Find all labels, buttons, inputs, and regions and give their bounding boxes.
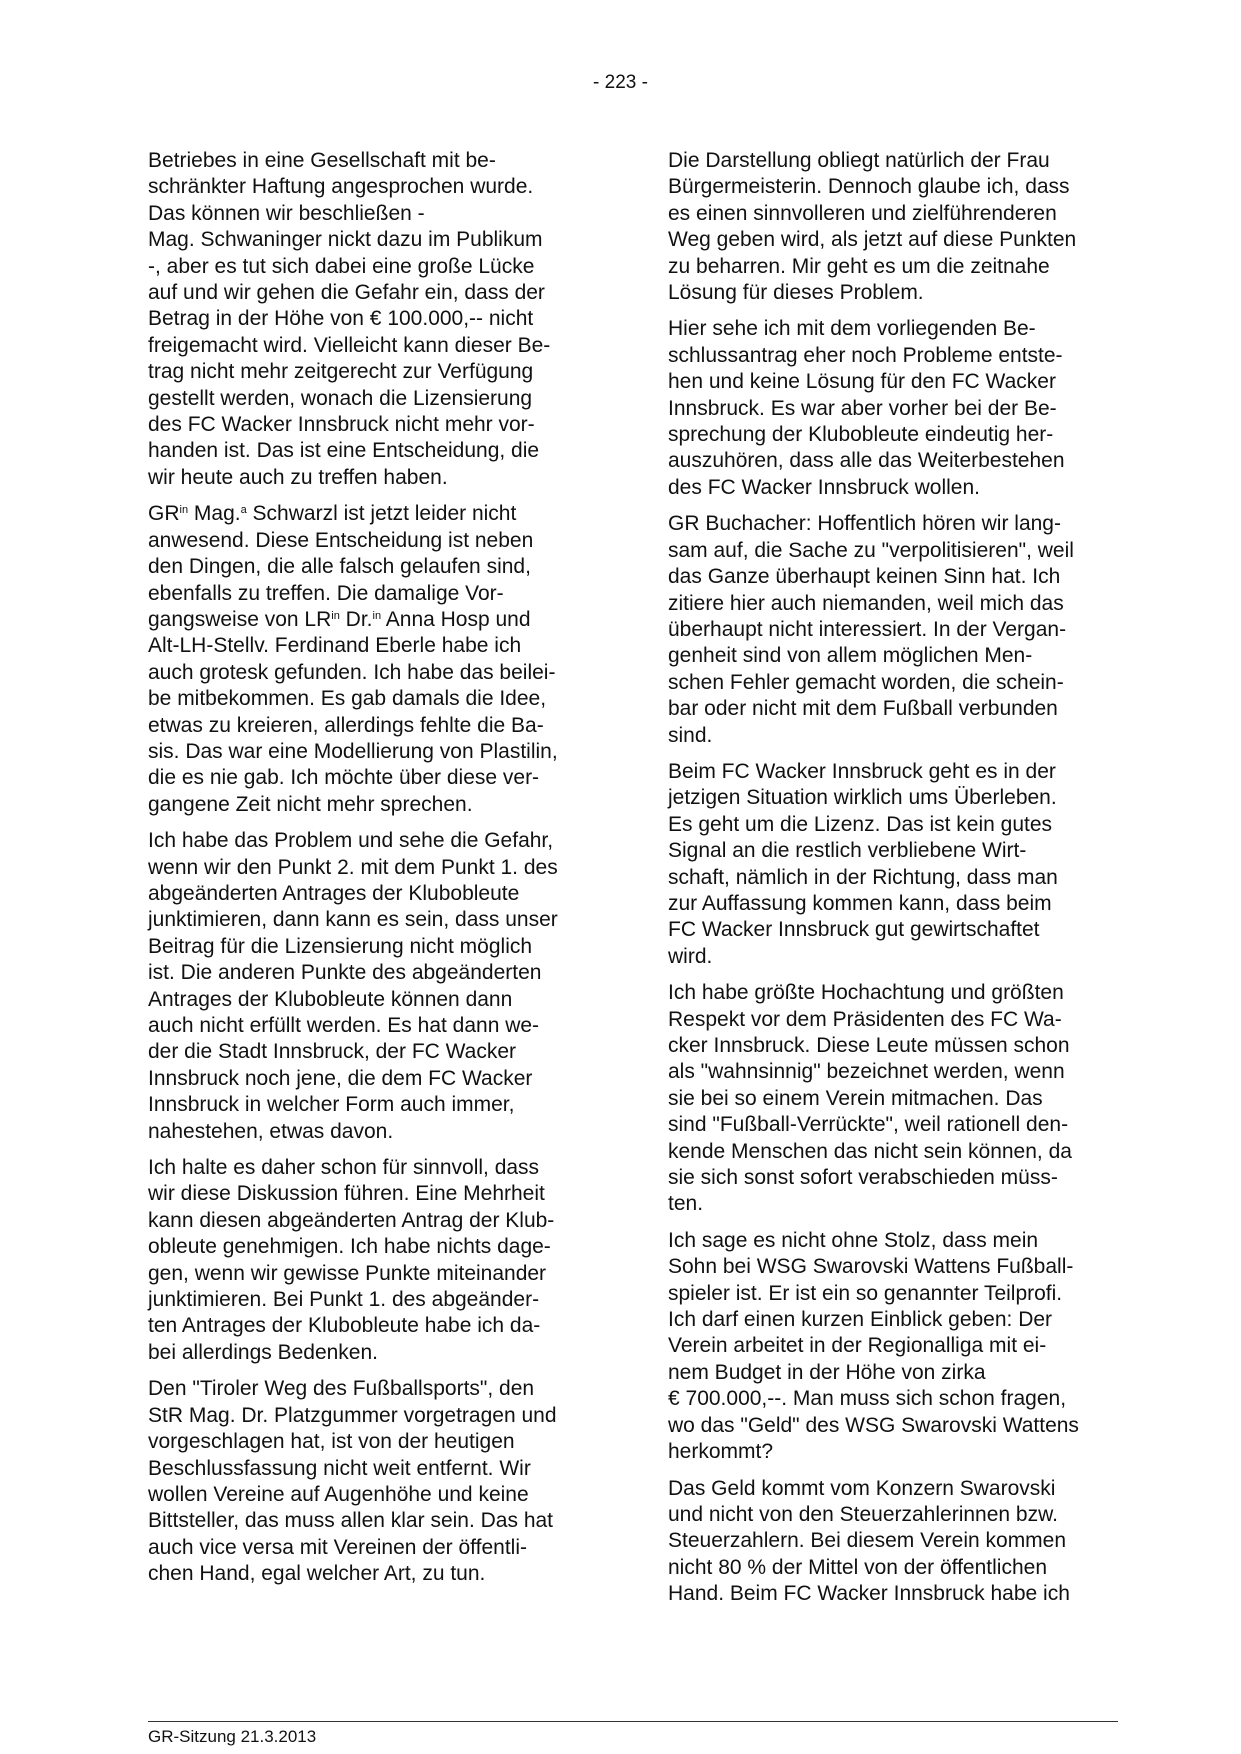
footer-session-date: GR-Sitzung 21.3.2013: [148, 1727, 317, 1746]
text-line: Weg geben wird, als jetzt auf diese Punkten: [668, 228, 1077, 252]
text-line: vorgeschlagen hat, ist von der heutigen: [148, 1430, 515, 1454]
text-line: und nicht von den Steuerzahlerinnen bzw.: [668, 1502, 1058, 1526]
text-line: wenn wir den Punkt 2. mit dem Punkt 1. des: [148, 855, 558, 879]
text-line: nicht 80 % der Mittel von der öffentlichen: [668, 1555, 1047, 1579]
text-line: gestellt werden, wonach die Lizensierung: [148, 386, 533, 410]
text-line: auch grotesk gefunden. Ich habe das beilei-: [148, 660, 556, 684]
text-run: GR: [148, 502, 180, 526]
text-line: sind "Fußball-Verrückte", weil rationell den-: [668, 1113, 1069, 1137]
text-line: Ich darf einen kurzen Einblick geben: Der: [668, 1308, 1053, 1332]
text-line: Ich habe größte Hochachtung und größten: [668, 981, 1064, 1005]
paragraph: [148, 828, 594, 1145]
paragraph: [148, 1376, 594, 1587]
paragraph: [668, 316, 1114, 501]
text-line: als "wahnsinnig" bezeichnet werden, wenn: [668, 1060, 1065, 1084]
text-line: Alt-LH-Stellv. Ferdinand Eberle habe ich: [148, 634, 522, 658]
text-line: sprechung der Klubobleute eindeutig her-: [668, 423, 1054, 447]
text-line: ten Antrages der Klubobleute habe ich da-: [148, 1314, 541, 1338]
text-line: bei allerdings Bedenken.: [148, 1340, 378, 1364]
text-line: des FC Wacker Innsbruck wollen.: [668, 475, 980, 499]
text-line: schen Fehler gemacht worden, die schein-: [668, 670, 1064, 694]
text-line: etwas zu kreieren, allerdings fehlte die Ba-: [148, 713, 544, 737]
text-line: der die Stadt Innsbruck, der FC Wacker: [148, 1040, 517, 1064]
text-line: sie bei so einem Verein mitmachen. Das: [668, 1086, 1043, 1110]
superscript: in: [179, 504, 189, 517]
paragraph: [668, 759, 1114, 970]
paragraph: [668, 980, 1114, 1218]
text-line: Mag. Schwaninger nickt dazu im Publikum: [148, 228, 543, 252]
paragraph: [668, 1476, 1114, 1608]
text-line: kann diesen abgeänderten Antrag der Klub-: [148, 1208, 555, 1232]
text-line: GR Buchacher: Hoffentlich hören wir lang-: [668, 512, 1061, 536]
text-line: zu beharren. Mir geht es um die zeitnahe: [668, 254, 1050, 278]
text-line: wollen Vereine auf Augenhöhe und keine: [148, 1482, 529, 1506]
text-line: Betriebes in eine Gesellschaft mit be-: [148, 149, 496, 172]
text-line: Ich sage es nicht ohne Stolz, dass mein: [668, 1228, 1039, 1252]
right-column: [668, 148, 1114, 1618]
text-line: Innsbruck in welcher Form auch immer,: [148, 1093, 515, 1117]
text-line: genheit sind von allem möglichen Men-: [668, 644, 1033, 668]
left-column: [148, 148, 594, 1598]
text-line: anwesend. Diese Entscheidung ist neben: [148, 528, 534, 552]
text-line: gangene Zeit nicht mehr sprechen.: [148, 792, 473, 816]
text-line: wo das "Geld" des WSG Swarovski Wattens: [668, 1413, 1079, 1437]
text-line: ist. Die anderen Punkte des abgeänderten: [148, 961, 542, 985]
text-line: ebenfalls zu treffen. Die damalige Vor-: [148, 581, 504, 605]
text-line: bar oder nicht mit dem Fußball verbunden: [668, 697, 1058, 721]
page-number: - 223 -: [593, 72, 648, 93]
paragraph: [668, 148, 1114, 306]
text-line: StR Mag. Dr. Platzgummer vorgetragen und: [148, 1403, 557, 1427]
text-line: Beschlussfassung nicht weit entfernt. Wir: [148, 1456, 531, 1480]
text-line: Bittsteller, das muss allen klar sein. Das hat: [148, 1509, 554, 1533]
text-line: kende Menschen das nicht sein können, da: [668, 1139, 1072, 1163]
text-line: cker Innsbruck. Diese Leute müssen schon: [668, 1034, 1070, 1057]
text-line: abgeänderten Antrages der Klubobleute: [148, 881, 520, 905]
text-run: Dr.: [339, 607, 373, 631]
text-line: Verein arbeitet in der Regionalliga mit ei-: [668, 1334, 1047, 1358]
text-run: Schwarzl ist jetzt leider nicht: [246, 502, 517, 526]
text-line-with-superscript: [148, 501, 594, 527]
text-line: obleute genehmigen. Ich habe nichts dage-: [148, 1235, 551, 1259]
text-line: des FC Wacker Innsbruck nicht mehr vor-: [148, 413, 535, 437]
text-line: Hand. Beim FC Wacker Innsbruck habe ich: [668, 1582, 1070, 1606]
text-line: auszuhören, dass alle das Weiterbestehen: [668, 449, 1065, 473]
text-line: freigemacht wird. Vielleicht kann dieser Be-: [148, 333, 551, 357]
text-line: ten.: [668, 1192, 704, 1216]
text-line: überhaupt nicht interessiert. In der Vergan-: [668, 617, 1067, 641]
text-line: nem Budget in der Höhe von zirka: [668, 1360, 986, 1384]
superscript: a: [240, 504, 247, 517]
text-line: be mitbekommen. Es gab damals die Idee,: [148, 687, 547, 711]
text-line: sind.: [668, 723, 713, 747]
text-line: jetzigen Situation wirklich ums Überleben.: [668, 786, 1057, 810]
paragraph: [668, 1228, 1114, 1466]
text-line: gen, wenn wir gewisse Punkte miteinander: [148, 1261, 547, 1285]
paragraph: [148, 148, 594, 491]
superscript: in: [372, 609, 382, 622]
text-line-with-superscript: [148, 607, 594, 633]
text-line: zitiere hier auch niemanden, weil mich das: [668, 591, 1064, 615]
text-line: wird.: [668, 944, 713, 968]
text-line: Ich habe das Problem und sehe die Gefahr,: [148, 829, 554, 853]
text-line: Innsbruck. Es war aber vorher bei der Be-: [668, 396, 1057, 420]
text-line: auf und wir gehen die Gefahr ein, dass der: [148, 281, 545, 305]
text-line: die es nie gab. Ich möchte über diese ver-: [148, 766, 540, 790]
text-line: sis. Das war eine Modellierung von Plastilin,: [148, 739, 558, 763]
text-line: schränkter Haftung angesprochen wurde.: [148, 175, 534, 199]
text-line: Es geht um die Lizenz. Das ist kein gutes: [668, 812, 1053, 836]
text-line: sam auf, die Sache zu "verpolitisieren", weil: [668, 538, 1074, 562]
text-line: Das Geld kommt vom Konzern Swarovski: [668, 1476, 1056, 1500]
text-run: Anna Hosp und: [381, 607, 531, 631]
text-line: € 700.000,--. Man muss sich schon fragen,: [668, 1387, 1067, 1411]
text-line: zur Auffassung kommen kann, dass beim: [668, 891, 1052, 915]
text-line: junktimieren, dann kann es sein, dass unser: [148, 908, 558, 932]
text-line: Den "Tiroler Weg des Fußballsports", den: [148, 1377, 535, 1401]
text-line: Ich halte es daher schon für sinnvoll, dass: [148, 1156, 540, 1180]
paragraph: [148, 501, 594, 818]
paragraph: [148, 1155, 594, 1366]
text-line: wir heute auch zu treffen haben.: [148, 465, 448, 489]
text-line: Bürgermeisterin. Dennoch glaube ich, dass: [668, 175, 1070, 199]
text-line: Antrages der Klubobleute können dann: [148, 987, 513, 1011]
text-line: trag nicht mehr zeitgerecht zur Verfügung: [148, 360, 534, 384]
footer-divider: [148, 1721, 1118, 1722]
text-line: Betrag in der Höhe von € 100.000,-- nicht: [148, 307, 534, 331]
text-line: Sohn bei WSG Swarovski Wattens Fußball-: [668, 1255, 1074, 1279]
text-line: handen ist. Das ist eine Entscheidung, die: [148, 439, 540, 463]
text-line: hen und keine Lösung für den FC Wacker: [668, 370, 1056, 394]
text-line: Hier sehe ich mit dem vorliegenden Be-: [668, 317, 1036, 341]
text-line: es einen sinnvolleren und zielführenderen: [668, 201, 1057, 225]
text-line: -, aber es tut sich dabei eine große Lücke: [148, 254, 535, 278]
text-run: Mag.: [188, 502, 241, 526]
text-line: wir diese Diskussion führen. Eine Mehrheit: [148, 1182, 545, 1206]
text-line: Lösung für dieses Problem.: [668, 281, 924, 305]
text-line: nahestehen, etwas davon.: [148, 1119, 394, 1143]
text-line: Die Darstellung obliegt natürlich der Frau: [668, 149, 1050, 172]
text-line: Das können wir beschließen -: [148, 201, 425, 225]
text-line: Beim FC Wacker Innsbruck geht es in der: [668, 759, 1056, 783]
paragraph: [668, 511, 1114, 749]
text-line: Steuerzahlern. Bei diesem Verein kommen: [668, 1529, 1067, 1553]
text-line: spieler ist. Er ist ein so genannter Teilprofi.: [668, 1281, 1063, 1305]
text-line: sie sich sonst sofort verabschieden müss-: [668, 1166, 1058, 1190]
text-line: herkommt?: [668, 1440, 774, 1464]
superscript: in: [331, 609, 340, 622]
text-line: auch nicht erfüllt werden. Es hat dann we-: [148, 1014, 540, 1037]
text-line: Beitrag für die Lizensierung nicht möglich: [148, 934, 533, 958]
text-line: FC Wacker Innsbruck gut gewirtschaftet: [668, 918, 1040, 942]
text-line: den Dingen, die alle falsch gelaufen sind,: [148, 555, 531, 579]
text-run: gangsweise von LR: [148, 607, 332, 631]
text-line: Innsbruck noch jene, die dem FC Wacker: [148, 1066, 533, 1090]
text-line: Signal an die restlich verbliebene Wirt-: [668, 839, 1027, 863]
text-line: junktimieren. Bei Punkt 1. des abgeänder-: [148, 1288, 540, 1312]
text-line: Respekt vor dem Präsidenten des FC Wa-: [668, 1007, 1062, 1031]
text-line: chen Hand, egal welcher Art, zu tun.: [148, 1562, 486, 1586]
text-line: schlussantrag eher noch Probleme entste-: [668, 343, 1063, 367]
text-line: das Ganze überhaupt keinen Sinn hat. Ich: [668, 565, 1061, 589]
text-line: schaft, nämlich in der Richtung, dass man: [668, 865, 1058, 889]
text-line: auch vice versa mit Vereinen der öffentli-: [148, 1535, 527, 1559]
